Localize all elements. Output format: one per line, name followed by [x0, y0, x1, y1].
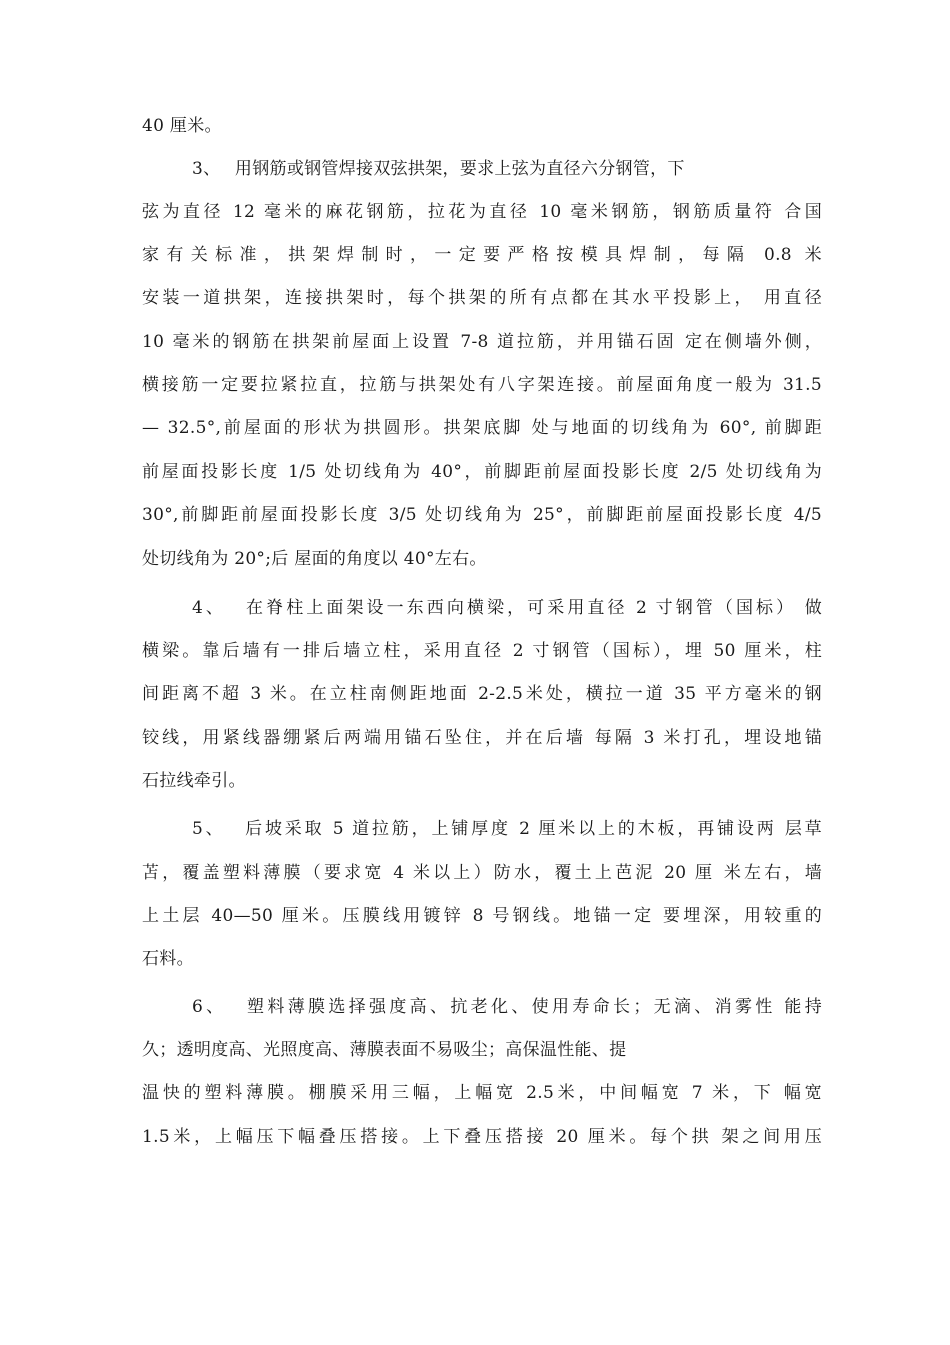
text-line: 处切线角为 20°;后 屋面的角度以 40°左右。	[142, 549, 487, 569]
text-line: 弦为直径 12 毫米的麻花钢筋，拉花为直径 10 毫米钢筋，钢筋质量符 合国	[142, 202, 822, 222]
text-line: 铰线，用紧线器绷紧后两端用锚石坠住，并在后墙 每隔 3 米打孔，埋设地锚	[142, 728, 822, 748]
text-line: 间距离不超 3 米。在立柱南侧距地面 2-2.5米处，横拉一道 35 平方毫米的钢	[142, 684, 822, 704]
paragraph-4-start: 4、 在脊柱上面架设一东西向横梁，可采用直径 2 寸钢管（国标） 做	[192, 598, 822, 618]
text-line: 安装一道拱架，连接拱架时，每个拱架的所有点都在其水平投影上， 用直径	[142, 288, 822, 308]
text-line: 上土层 40—50 厘米。压膜线用镀锌 8 号钢线。地锚一定 要埋深，用较重的	[142, 906, 822, 926]
paragraph-3-start: 3、 用钢筋或钢管焊接双弦拱架，要求上弦为直径六分钢管，下	[192, 159, 685, 179]
text-line: 横梁。靠后墙有一排后墙立柱，采用直径 2 寸钢管（国标），埋 50 厘米，柱	[142, 641, 822, 661]
text-line: 横接筋一定要拉紧拉直，拉筋与拱架处有八字架连接。前屋面角度一般为 31.5	[142, 375, 822, 395]
text-line: 温快的塑料薄膜。棚膜采用三幅，上幅宽 2.5米，中间幅宽 7 米，下 幅宽	[142, 1083, 822, 1103]
text-line: 30°,前脚距前屋面投影长度 3/5 处切线角为 25°，前脚距前屋面投影长度 4/5	[142, 505, 822, 525]
text-line: 1.5米，上幅压下幅叠压搭接。上下叠压搭接 20 厘米。每个拱 架之间用压	[142, 1127, 822, 1147]
text-line: 10 毫米的钢筋在拱架前屋面上设置 7-8 道拉筋，并用锚石固 定在侧墙外侧，	[142, 332, 822, 352]
text-line: 石拉线牵引。	[142, 771, 246, 791]
text-line: 苫，覆盖塑料薄膜（要求宽 4 米以上）防水，覆土上芭泥 20 厘 米左右，墙	[142, 863, 822, 883]
paragraph-6-start: 6、 塑料薄膜选择强度高、抗老化、使用寿命长；无滴、消雾性 能持	[192, 997, 822, 1017]
text-line: 石料。	[142, 949, 194, 969]
text-line: — 32.5°,前屋面的形状为拱圆形。拱架底脚 处与地面的切线角为 60°, 前脚距	[142, 418, 822, 438]
text-line: 久；透明度高、光照度高、薄膜表面不易吸尘；高保温性能、提	[142, 1040, 627, 1060]
text-line: 家有关标准，拱架焊制时，一定要严格按模具焊制，每隔 0.8 米	[142, 245, 822, 265]
text-line: 40 厘米。	[142, 116, 222, 136]
text-line: 前屋面投影长度 1/5 处切线角为 40°，前脚距前屋面投影长度 2/5 处切线角为	[142, 462, 822, 482]
paragraph-5-start: 5、 后坡采取 5 道拉筋，上铺厚度 2 厘米以上的木板，再铺设两 层草	[192, 819, 822, 839]
